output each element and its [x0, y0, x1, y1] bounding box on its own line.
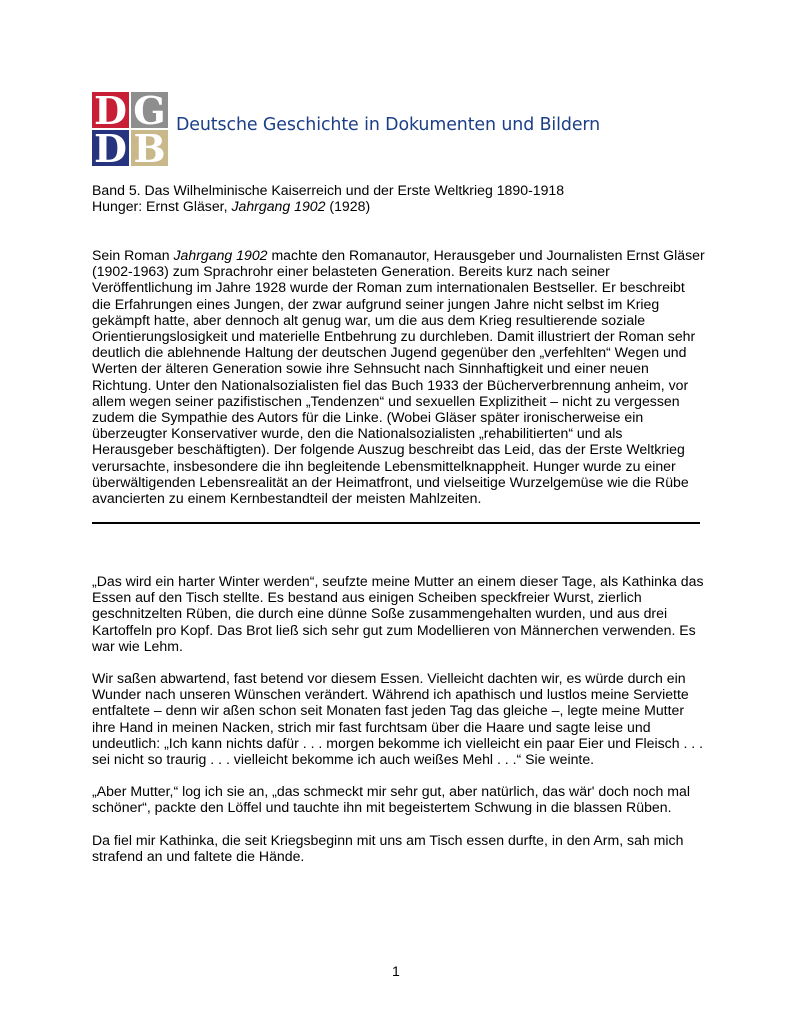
- logo-letter-g: G: [133, 92, 166, 133]
- excerpt: [92, 573, 706, 880]
- intro-body: machte den Romanautor, Herausgeber und Journalisten Ernst Gläser (1902-1963) zum Sprachrohr einer belasteten Generation. Bereits kurz nach seiner Veröffentlichung im Jahre 1928 wurde der Roman zum internationalen Bestseller. Er beschreibt die Erfahrungen eines Jungen, der zwar aufgrund seiner jungen Jahre nicht selbst im Krieg gekämpft hatte, aber dennoch alt genug war, um die aus dem Krieg resultierende soziale Orientierungslosigkeit und materielle Entbehrung zu durchleben. Damit illustriert der Roman sehr deutlich die ablehnende Haltung der deutschen Jugend gegenüber den „verfehlten“ Wegen und Werten der älteren Generation sowie ihre Sehnsucht nach Sinnhaftigkeit und einer neuen Richtung. Unter den Nationalsozialisten fiel das Buch 1933 der Bücherverbrennung anheim, vor allem wegen seiner pazifistischen „Tendenzen“ und sexuellen Explizitheit – nicht zu vergessen zudem die Sympathie des Autors für die Linke. (Wobei Gläser später ironischerweise ein überzeugter Konservativer wurde, den die Nationalsozialisten „rehabilitierten“ und als Herausgeber beschäftigten). Der folgende Auszug beschreibt das Leid, das der Erste Weltkrieg verursachte, insbesondere die ihn begleitende Lebensmittelknappheit. Hunger wurde zu einer überwältigenden Lebensrealität an der Heimatfront, und vielseitige Wurzelgemüse wie die Rübe avancierten zu einem Kernbestandteil der meisten Mahlzeiten.: [92, 247, 705, 507]
- document-heading: [92, 182, 564, 214]
- introduction-paragraph: [92, 247, 706, 506]
- logo-letter-d1: D: [94, 92, 127, 133]
- subtitle-prefix: Hunger: Ernst Gläser,: [92, 198, 232, 215]
- subtitle-year: (1928): [325, 198, 371, 215]
- excerpt-paragraph: Da fiel mir Kathinka, die seit Kriegsbeginn mit uns am Tisch essen durfte, in den Arm, sah mich strafend an und faltete die Hände.: [92, 831, 684, 864]
- excerpt-paragraph: „Das wird ein harter Winter werden“, seufzte meine Mutter an einem dieser Tage, als Kathinka das Essen auf den Tisch stellte. Es bestand aus einigen Scheiben speckfreier Wurst, zierlich geschnitzelten Rüben, die durch eine dünne Soße zusammengehalten wurden, und aus drei Kartoffeln pro Kopf. Das Brot ließ sich sehr gut zum Modellieren von Männerchen verwenden. Es war wie Lehm.: [92, 573, 704, 654]
- logo-letter-d2: D: [94, 126, 127, 166]
- excerpt-paragraph: „Aber Mutter,“ log ich sie an, „das schmeckt mir sehr gut, aber natürlich, das wär' doch noch mal schöner“, packte den Löffel und tauchte ihn mit begeistertem Schwung in die blassen Rüben.: [92, 783, 691, 816]
- subtitle-work-title: Jahrgang 1902: [231, 198, 326, 215]
- document-subtitle: [92, 198, 564, 214]
- section-divider: [92, 522, 700, 524]
- intro-work-title: Jahrgang 1902: [173, 247, 268, 263]
- dgdb-logo: [92, 92, 168, 166]
- intro-lead: Sein Roman: [92, 247, 174, 263]
- band-line: Band 5. Das Wilhelminische Kaiserreich und der Erste Weltkrieg 1890-1918: [92, 182, 565, 198]
- logo-letter-b: B: [133, 126, 166, 166]
- introduction: [92, 247, 706, 506]
- excerpt-paragraph: Wir saßen abwartend, fast betend vor diesem Essen. Vielleicht dachten wir, es würde durch ein Wunder nach unseren Wünschen verändert. Während ich apathisch und lustlos meine Serviette entfaltete – denn wir aßen schon seit Monaten fast jeden Tag das gleiche –, legte meine Mutter ihre Hand in meinen Nacken, strich mir fast furchtsam über die Haare und sagte leise und undeutlich: „Ich kann nichts dafür . . . morgen bekomme ich vielleicht ein paar Eier und Fleisch . . . sei nicht so traurig . . . vielleicht bekomme ich auch weißes Mehl . . .“ Sie weinte.: [92, 670, 704, 768]
- site-title: Deutsche Geschichte in Dokumenten und Bildern: [176, 115, 601, 135]
- page-number: 1: [392, 963, 400, 979]
